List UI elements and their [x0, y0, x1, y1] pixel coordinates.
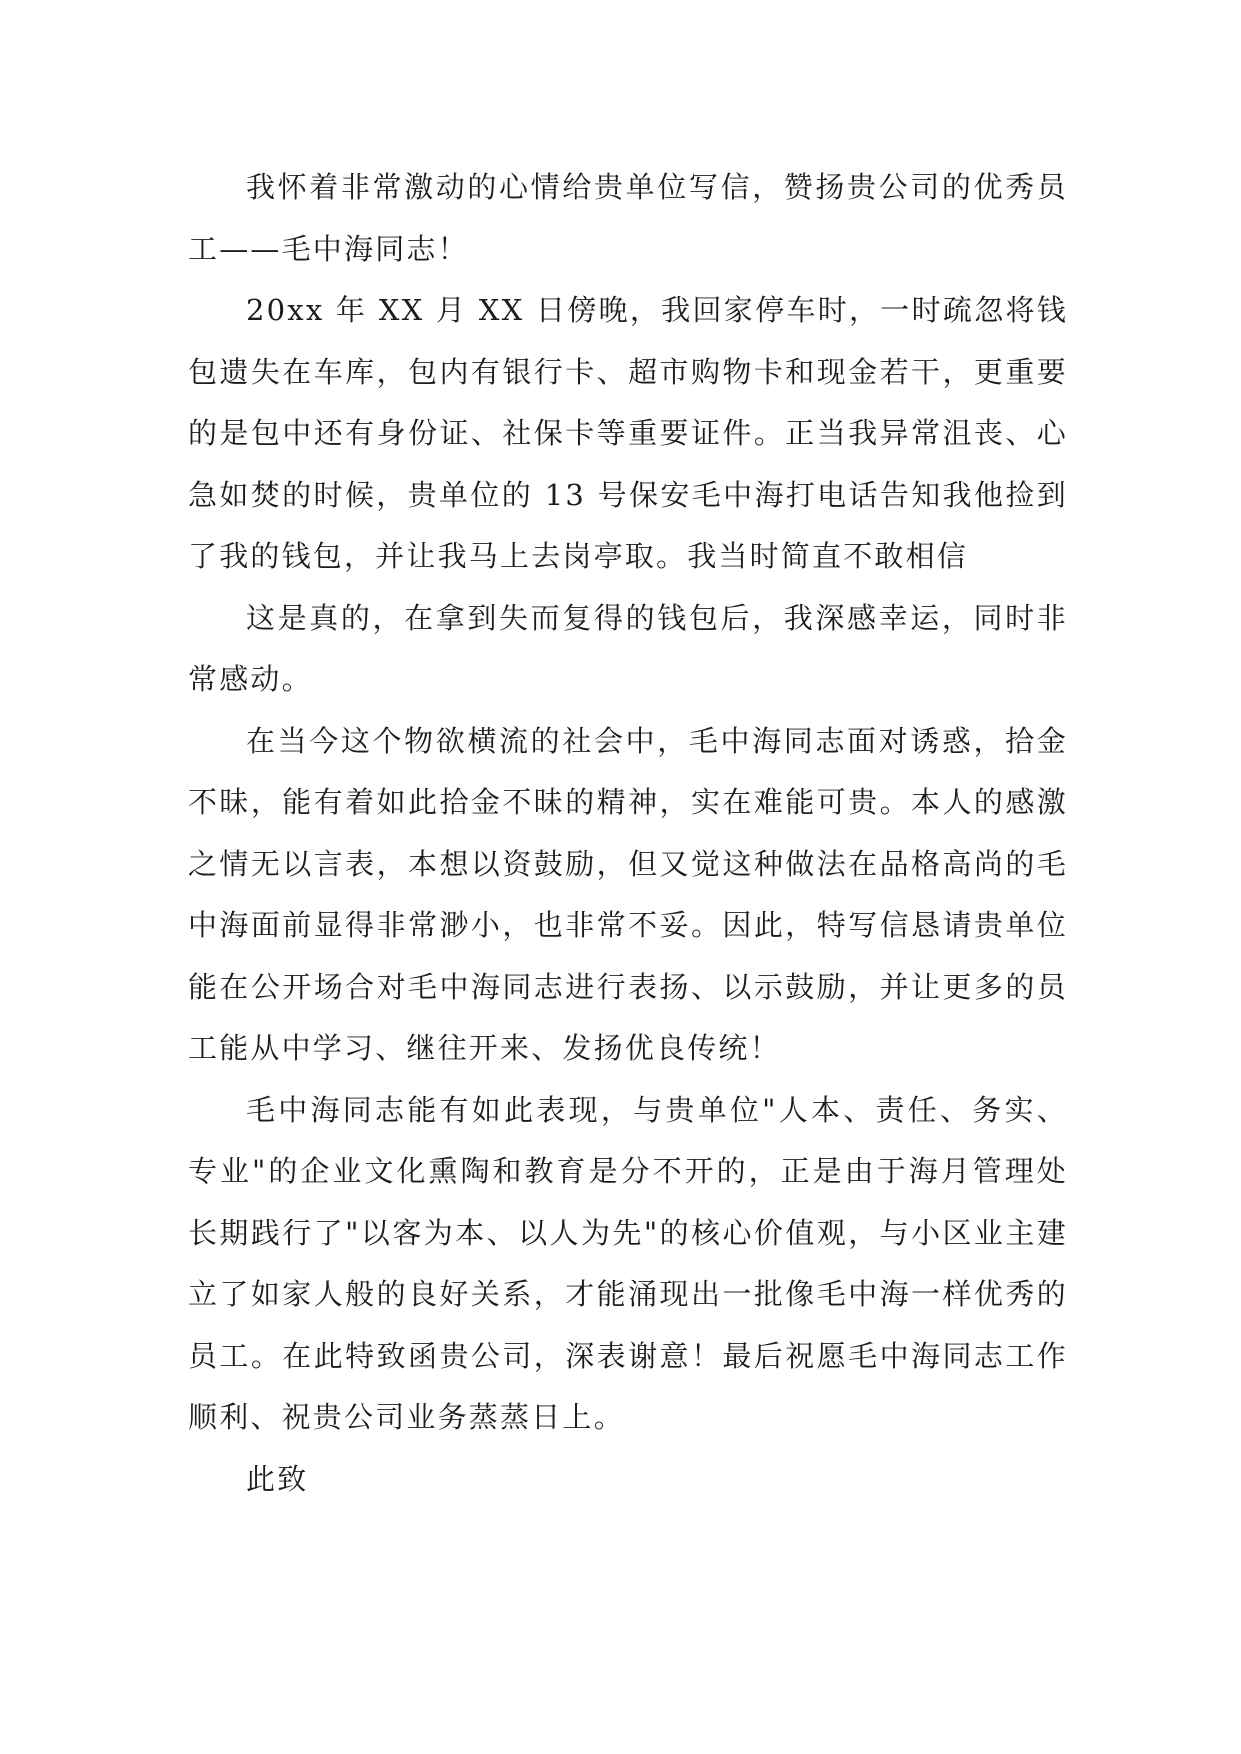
closing-salutation: 此致 [246, 1461, 309, 1496]
paragraph-culture: 毛中海同志能有如此表现，与贵单位"人本、责任、务实、专业"的企业文化熏陶和教育是分不开的，正是由于海月管理处长期践行了"以客为本、以人为先"的核心价值观，与小区业主建立了如家人般的良好关系，才能涌现出一批像毛中海一样优秀的员工。在此特致函贵公司，深表谢意！最后祝愿毛中海同志工作顺利、祝贵公司业务蒸蒸日上。 [188, 1092, 1068, 1434]
paragraph-incident: 20xx 年 XX 月 XX 日傍晚，我回家停车时，一时疏忽将钱包遗失在车库，包内有银行卡、超市购物卡和现金若干，更重要的是包中还有身份证、社保卡等重要证件。正当我异常沮丧、心急如焚的时候，贵单位的 13 号保安毛中海打电话告知我他捡到了我的钱包，并让我马上去岗亭取。我当时简直不敢相信 [188, 293, 1068, 573]
paragraph-opening: 我怀着非常激动的心情给贵单位写信，赞扬贵公司的优秀员工——毛中海同志！ [188, 170, 1068, 266]
letter-body [188, 157, 1068, 1510]
paragraph-praise: 在当今这个物欲横流的社会中，毛中海同志面对诱惑，拾金不昧，能有着如此拾金不昧的精神，实在难能可贵。本人的感激之情无以言表，本想以资鼓励，但又觉这种做法在品格高尚的毛中海面前显得非常渺小，也非常不妥。因此，特写信恳请贵单位能在公开场合对毛中海同志进行表扬、以示鼓励，并让更多的员工能从中学习、继往开来、发扬优良传统！ [188, 723, 1068, 1065]
paragraph-gratitude: 这是真的，在拿到失而复得的钱包后，我深感幸运，同时非常感动。 [188, 600, 1068, 696]
